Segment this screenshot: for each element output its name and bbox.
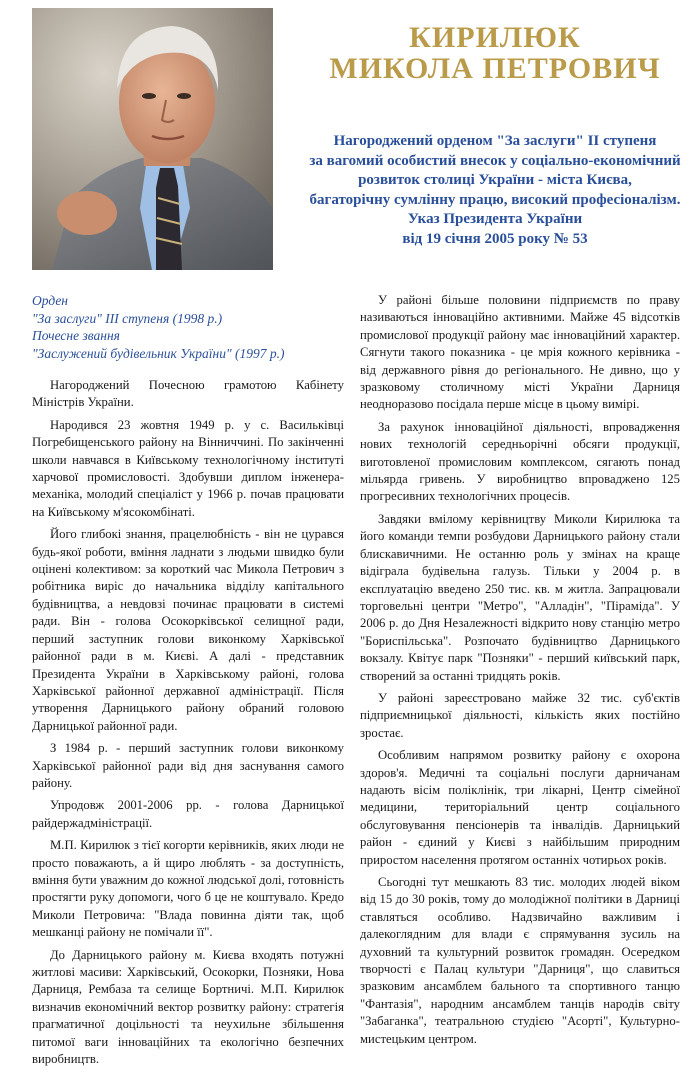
award-line: розвиток столиці України - міста Києва, bbox=[358, 172, 632, 188]
award-line: за вагомий особистий внесок у соціально-економічний bbox=[309, 152, 681, 169]
body-column-left bbox=[32, 377, 344, 1073]
paragraph: За рахунок інноваційної діяльності, впровадження нових технологій середньорічні обсяги продукції, виготовленої промисловим комплексом, сягають понад мільярда гривень. У виробництво впроваджено 125 прогресивних технологічних процесів. bbox=[360, 419, 680, 504]
honor-line: "Заслужений будівельник України" (1997 р.) bbox=[32, 345, 285, 361]
paragraph: У районі зареєстровано майже 32 тис. суб'єктів підприємницької діяльності, кількість яких постійно зростає. bbox=[360, 690, 680, 740]
award-line: від 19 січня 2005 року № 53 bbox=[402, 230, 588, 247]
surname: КИРИЛЮК bbox=[409, 21, 581, 54]
paragraph: Народився 23 жовтня 1949 р. у с. Васильківці Погребищенського району на Вінниччині. По закінченні школи навчався в Київському технологічному інституті харчової промисловості. Здобувши диплом інженера-механіка, молодий спеціаліст у 1966 р. почав працювати на Київському м'ясокомбінаті. bbox=[32, 417, 344, 519]
paragraph: Нагороджений Почесною грамотою Кабінету Міністрів України. bbox=[32, 378, 344, 410]
honors-list bbox=[32, 292, 352, 362]
paragraph: Упродовж 2001-2006 рр. - голова Дарницької райдержадміністрації. bbox=[32, 798, 344, 830]
paragraph: З 1984 р. - перший заступник голови виконкому Харківської районної ради від дня заснування самого району. bbox=[32, 741, 344, 790]
honor-line: Орден bbox=[32, 293, 69, 308]
award-statement bbox=[300, 132, 690, 249]
award-line: багаторічну сумлінну працю, високий професіоналізм. bbox=[309, 191, 681, 208]
honor-line: "За заслуги" ІІІ ступеня (1998 р.) bbox=[32, 310, 223, 326]
honor-line: Почесне звання bbox=[32, 328, 120, 343]
paragraph: М.П. Кирилюк з тієї когорти керівників, яких люди не просто поважають, а й щиро люблять - за доступність, вміння бути уважним до кожної людської долі, готовність простягти руку допомоги, чого б це не коштувало. Кредо Миколи Петровича: "Влада повинна діяти так, щоб мешканці району не помічали її". bbox=[32, 838, 344, 940]
award-line: Указ Президента України bbox=[407, 211, 583, 227]
portrait-photo bbox=[32, 8, 273, 270]
given-names: МИКОЛА ПЕТРОВИЧ bbox=[329, 52, 661, 85]
paragraph: Сьогодні тут мешкають 83 тис. молодих людей віком від 15 до 30 років, тому до молодіжної політики в Дарниці ставляться особливо. Надзвичайно важливим і далекоглядним для влади є спрямування зусиль на духовний та культурний розвиток громадян. Осередком творчості є Палац культури "Дарниця", що славиться зразковим ансамблем бального та спортивного танцю "Фантазія", народним ансамблем танців народів світу "Забаганка", театральною студією "Асорті", Культурно-мистецьким центром. bbox=[360, 875, 680, 1046]
person-name-title bbox=[300, 22, 690, 84]
paragraph: У районі більше половини підприємств по праву називаються інноваційно активними. Майже 45 відсотків промислової продукції району має інноваційний характер. Сягнути такого показника - це мрія кожного керівника - від державного рівня до регіонального. Не дивно, що у зразковому столичному місті України Дарниця неодноразово посідала перше місце в цьому вимірі. bbox=[360, 293, 680, 412]
award-line: Нагороджений орденом "За заслуги" ІІ ступеня bbox=[333, 133, 657, 149]
paragraph: До Дарницького району м. Києва входять потужні житлові масиви: Харківський, Осокорки, Позняки, Нова Дарниця, Рембаза та селище Бортничі. М.П. Кирилюк визначив економічний вектор розвитку району: стратегія прагматичної доцільності та неухильне збільшення питомої ваги інноваційних та екологічно безпечних виробництв. bbox=[32, 947, 344, 1067]
paragraph: Його глибокі знання, працелюбність - він не цурався будь-якої роботи, вміння ладнати з людьми швидко були оцінені колективом: за короткий час Микола Петрович з робітника виріс до начальника відділу капітального будівництва, а невдовзі починає працювати в системі ради. Він - голова Осокорківської селищної ради, перший заступник голови виконкому Харківської районної ради в м. Києві. А далі - представник Президента України в Харківському районі, голова Харківської районної державної адміністрації. Після утворення Дарницького району обраний головою Дарницької районної ради. bbox=[32, 527, 344, 733]
paragraph: Особливим напрямом розвитку району є охорона здоров'я. Медичні та соціальні послуги дарничанам надають вісім поліклінік, три лікарні, Центр сімейної медицини, територіальний центр соціального обслуговування пенсіонерів та інвалідів. Дарницький район - єдиний у Києві з найбільшим природним приростом населення протягом останніх чотирьох років. bbox=[360, 748, 680, 867]
paragraph: Завдяки вмілому керівництву Миколи Кирилюка та його команди темпи розбудови Дарницького району стали блискавичними. Не останню роль у змінах на краще відіграла будівельна галузь. Тільки у 2004 р. в експлуатацію введено 250 тис. кв. м житла. Запрацювали торговельні центри "Метро", "Алладін", "Піраміда". У 2006 р. до Дня Незалежності відкрито нову станцію метро "Бориспільська". Розпочато будівництво Дарницького вокзалу. Квітує парк "Позняки" - перший київський парк, створений за останні тридцять років. bbox=[360, 511, 680, 683]
body-column-right bbox=[360, 292, 680, 1053]
